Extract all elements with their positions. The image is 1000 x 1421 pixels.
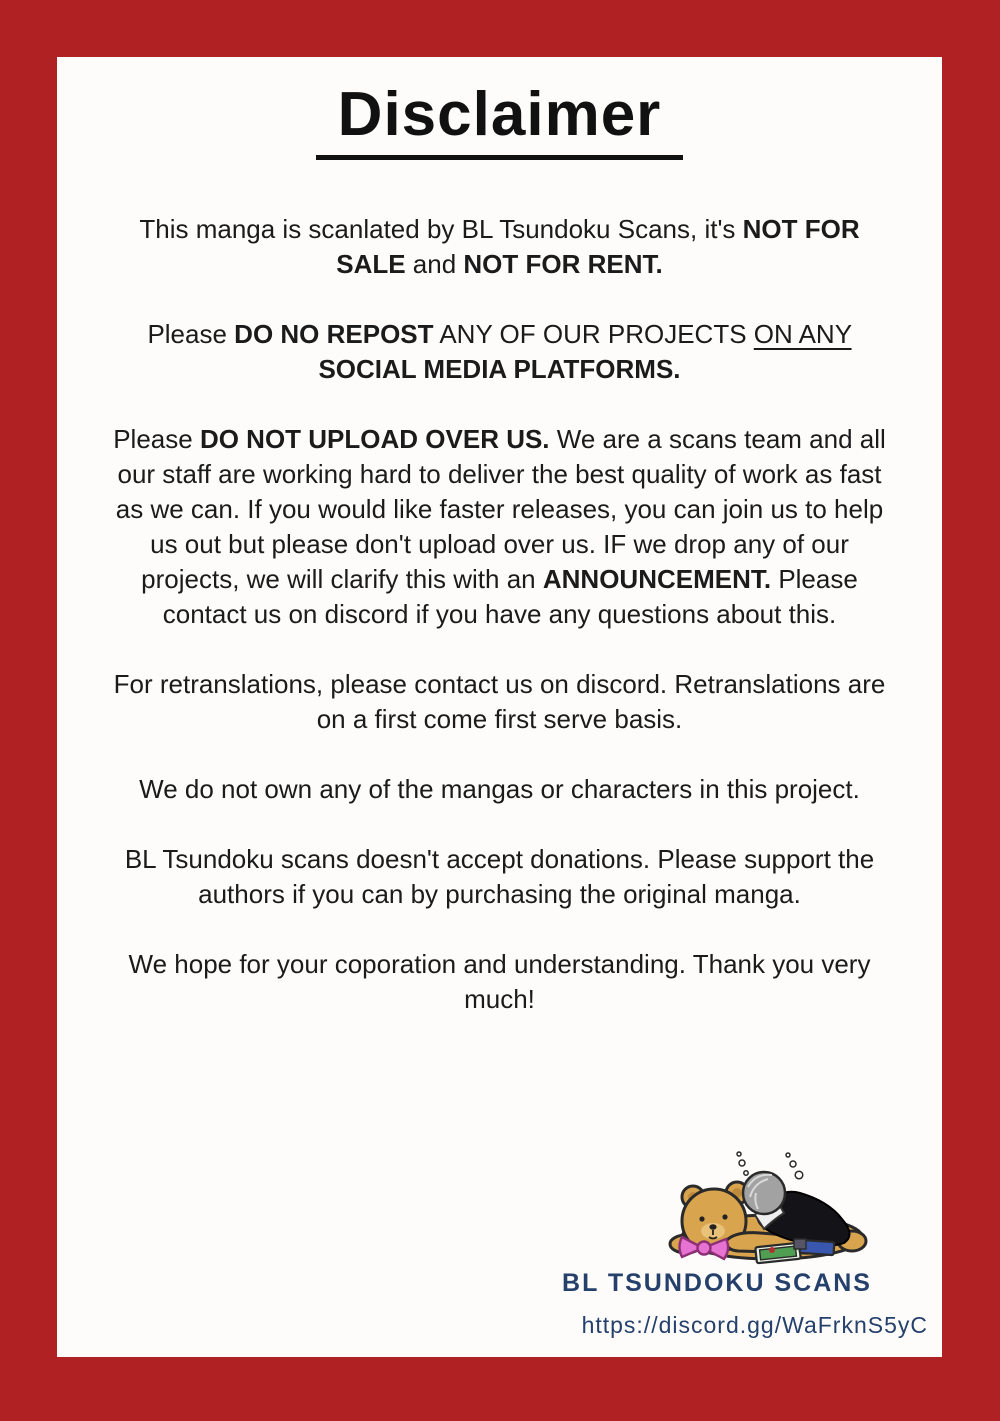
- sleeping-bear-mascot: [660, 1149, 870, 1267]
- text-segment: SOCIAL MEDIA PLATFORMS.: [318, 354, 681, 385]
- disclaimer-paragraphs: [105, 212, 895, 1017]
- text-segment: DO NO REPOST: [234, 319, 434, 350]
- page-title: Disclaimer: [316, 81, 684, 160]
- text-segment: For retranslations, please contact us on discord. Retranslations are on a first come first serve basis.: [113, 669, 886, 735]
- paragraph: [105, 772, 895, 807]
- text-segment: and: [405, 249, 464, 280]
- text-segment: We hope for your coporation and understanding. Thank you very much!: [128, 949, 871, 1015]
- paragraph: [105, 667, 895, 737]
- text-segment: We are a scans team and all our staff are working hard to deliver the best quality of work as fast as we can. If you would like faster releases, you can join us to help us out but please don't upload over us. IF we drop any of our projects, we will clarify this with an: [115, 424, 886, 595]
- text-segment: Please: [113, 424, 200, 455]
- paragraph: [105, 422, 895, 632]
- text-segment: Please contact us on discord if you have any questions about this.: [162, 564, 858, 630]
- title-wrap: [57, 57, 942, 160]
- text-segment: Please: [147, 319, 235, 350]
- paragraph: [105, 947, 895, 1017]
- text-segment: ANY OF OUR PROJECTS: [433, 319, 754, 350]
- text-segment: ON ANY: [753, 319, 852, 350]
- white-inner-page: [57, 57, 942, 1357]
- text-segment: NOT FOR SALE: [336, 214, 860, 280]
- discord-url: https://discord.gg/WaFrknS5yC: [581, 1312, 928, 1338]
- text-segment: ANNOUNCEMENT.: [542, 564, 772, 595]
- paragraph: [105, 842, 895, 912]
- footer: [562, 1149, 942, 1339]
- paragraph: [105, 317, 895, 387]
- text-segment: We do not own any of the mangas or characters in this project.: [139, 774, 860, 805]
- text-segment: NOT FOR RENT.: [463, 249, 663, 280]
- text-segment: DO NOT UPLOAD OVER US.: [199, 424, 550, 455]
- paragraph: [105, 212, 895, 282]
- text-segment: This manga is scanlated by BL Tsundoku Scans, it's: [139, 214, 743, 245]
- text-segment: BL Tsundoku scans doesn't accept donations. Please support the authors if you can by purchasing the original manga.: [124, 844, 875, 910]
- team-name: BL TSUNDOKU SCANS: [562, 1269, 872, 1297]
